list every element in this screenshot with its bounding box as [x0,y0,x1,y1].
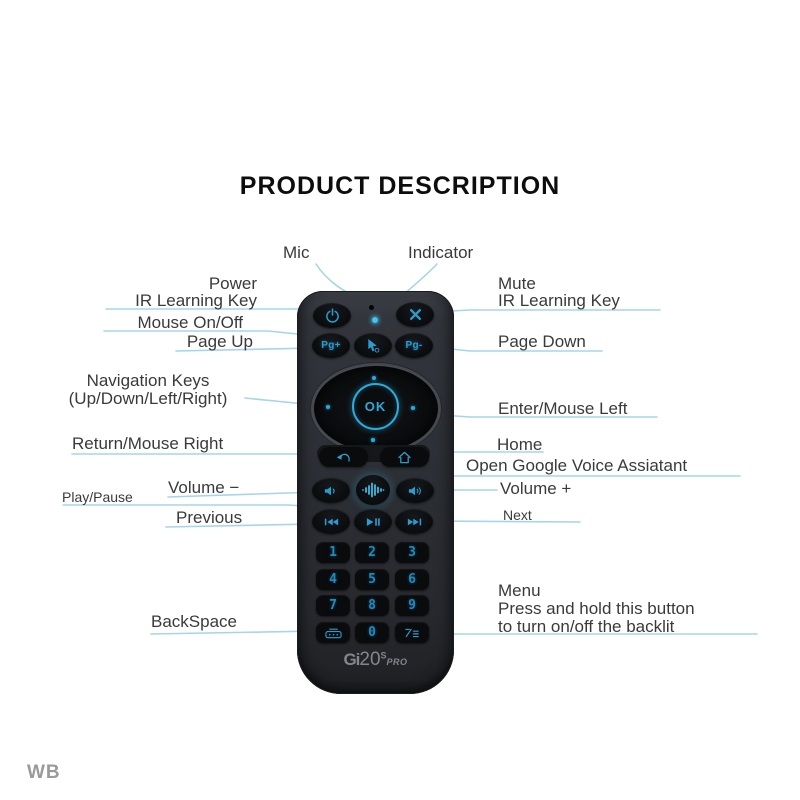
page-up-button [312,333,350,358]
menu-button [395,622,429,643]
nav-down-dot [371,438,375,442]
nav-right-dot [411,406,415,410]
callout-navigation-keys-line2: (Up/Down/Left/Right) [68,389,228,408]
line-ir-right [433,310,660,312]
digit-2-button [355,542,389,563]
mic-hole [369,305,374,310]
ok-button [352,383,399,430]
mouse-toggle-button [354,333,392,358]
callout-menu [498,582,695,636]
callout-previous: Previous [176,508,243,527]
digit-4-label: 4 [329,572,337,587]
line-backspace [151,631,317,634]
callout-navigation-keys [58,372,238,408]
digit-0-label: 0 [368,625,376,640]
previous-icon [324,517,339,527]
backspace-icon [325,627,342,639]
digit-4-button [316,569,350,590]
volume-up-icon [408,485,423,497]
brand-variant: S [380,650,387,661]
power-icon [325,308,340,323]
indicator-led [372,317,378,323]
digit-1-label: 1 [329,545,337,560]
home-button [380,447,429,467]
callout-indicator: Indicator [408,243,474,262]
digit-6-button [395,569,429,590]
previous-button [312,509,350,534]
digit-3-label: 3 [408,545,416,560]
power-button [313,303,351,328]
brand-series: PRO [386,657,408,667]
callout-mute: Mute [498,274,536,293]
callout-voice-assistant: Open Google Voice Assiatant [466,456,688,475]
callout-mouse-on-off: Mouse On/Off [137,313,243,332]
mouse-cursor-icon [366,338,380,353]
digit-0-button [355,622,389,643]
digit-3-button [395,542,429,563]
ok-button-label: OK [364,399,387,414]
digit-8-label: 8 [368,598,376,613]
mute-button [396,302,434,327]
backspace-button [316,622,350,643]
callout-return-mouse-right: Return/Mouse Right [72,434,224,453]
digit-6-label: 6 [408,572,416,587]
page-down-button [395,333,433,358]
voice-waveform-icon [361,482,385,498]
digit-5-button [355,569,389,590]
callout-volume-plus: Volume + [500,479,572,498]
voice-assistant-button [356,475,390,505]
callout-backspace: BackSpace [151,612,237,631]
play-pause-icon [366,517,380,527]
callout-home: Home [497,435,543,454]
volume-down-button [312,478,350,503]
digit-5-label: 5 [368,572,376,587]
digit-7-button [316,595,350,616]
next-icon [407,517,422,527]
callout-enter-mouse-left: Enter/Mouse Left [498,399,628,418]
nav-left-dot [326,405,330,409]
callout-mic: Mic [283,243,310,262]
callout-volume-minus: Volume − [168,478,240,497]
mute-icon [409,308,422,321]
callout-menu-line1: Menu [498,581,541,600]
digit-1-button [316,542,350,563]
return-icon [335,451,352,464]
nav-up-dot [372,376,376,380]
brand-logo [297,649,454,671]
callout-ir-learning-left: IR Learning Key [135,291,257,310]
callout-page-up: Page Up [186,332,253,351]
next-button [395,509,433,534]
home-icon [397,451,412,464]
page-up-key-label: Pg+ [321,340,341,351]
wb-watermark: WB [27,762,61,783]
volume-down-icon [324,485,338,497]
play-pause-button [354,509,392,534]
digit-8-button [355,595,389,616]
brand-maker: Gi [343,650,360,669]
callout-menu-line2: Press and hold this button [498,599,695,618]
callout-page-down: Page Down [498,332,586,351]
callout-ir-learning-right: IR Learning Key [498,291,620,310]
return-button [319,447,368,467]
page-title: PRODUCT DESCRIPTION [239,172,561,200]
callout-navigation-keys-line1: Navigation Keys [86,371,210,390]
digit-9-label: 9 [408,598,416,613]
digit-2-label: 2 [368,545,376,560]
volume-up-button [396,478,434,503]
digit-7-label: 7 [329,598,337,613]
digit-9-button [395,595,429,616]
page-down-key-label: Pg- [405,340,423,351]
remote-control [297,291,454,694]
callout-next: Next [503,507,532,523]
callout-menu-line3: to turn on/off the backlit [498,617,675,636]
menu-icon [404,627,420,639]
callout-play-pause: Play/Pause [62,489,133,505]
callout-power: Power [208,274,257,293]
brand-model: 20 [359,649,381,670]
